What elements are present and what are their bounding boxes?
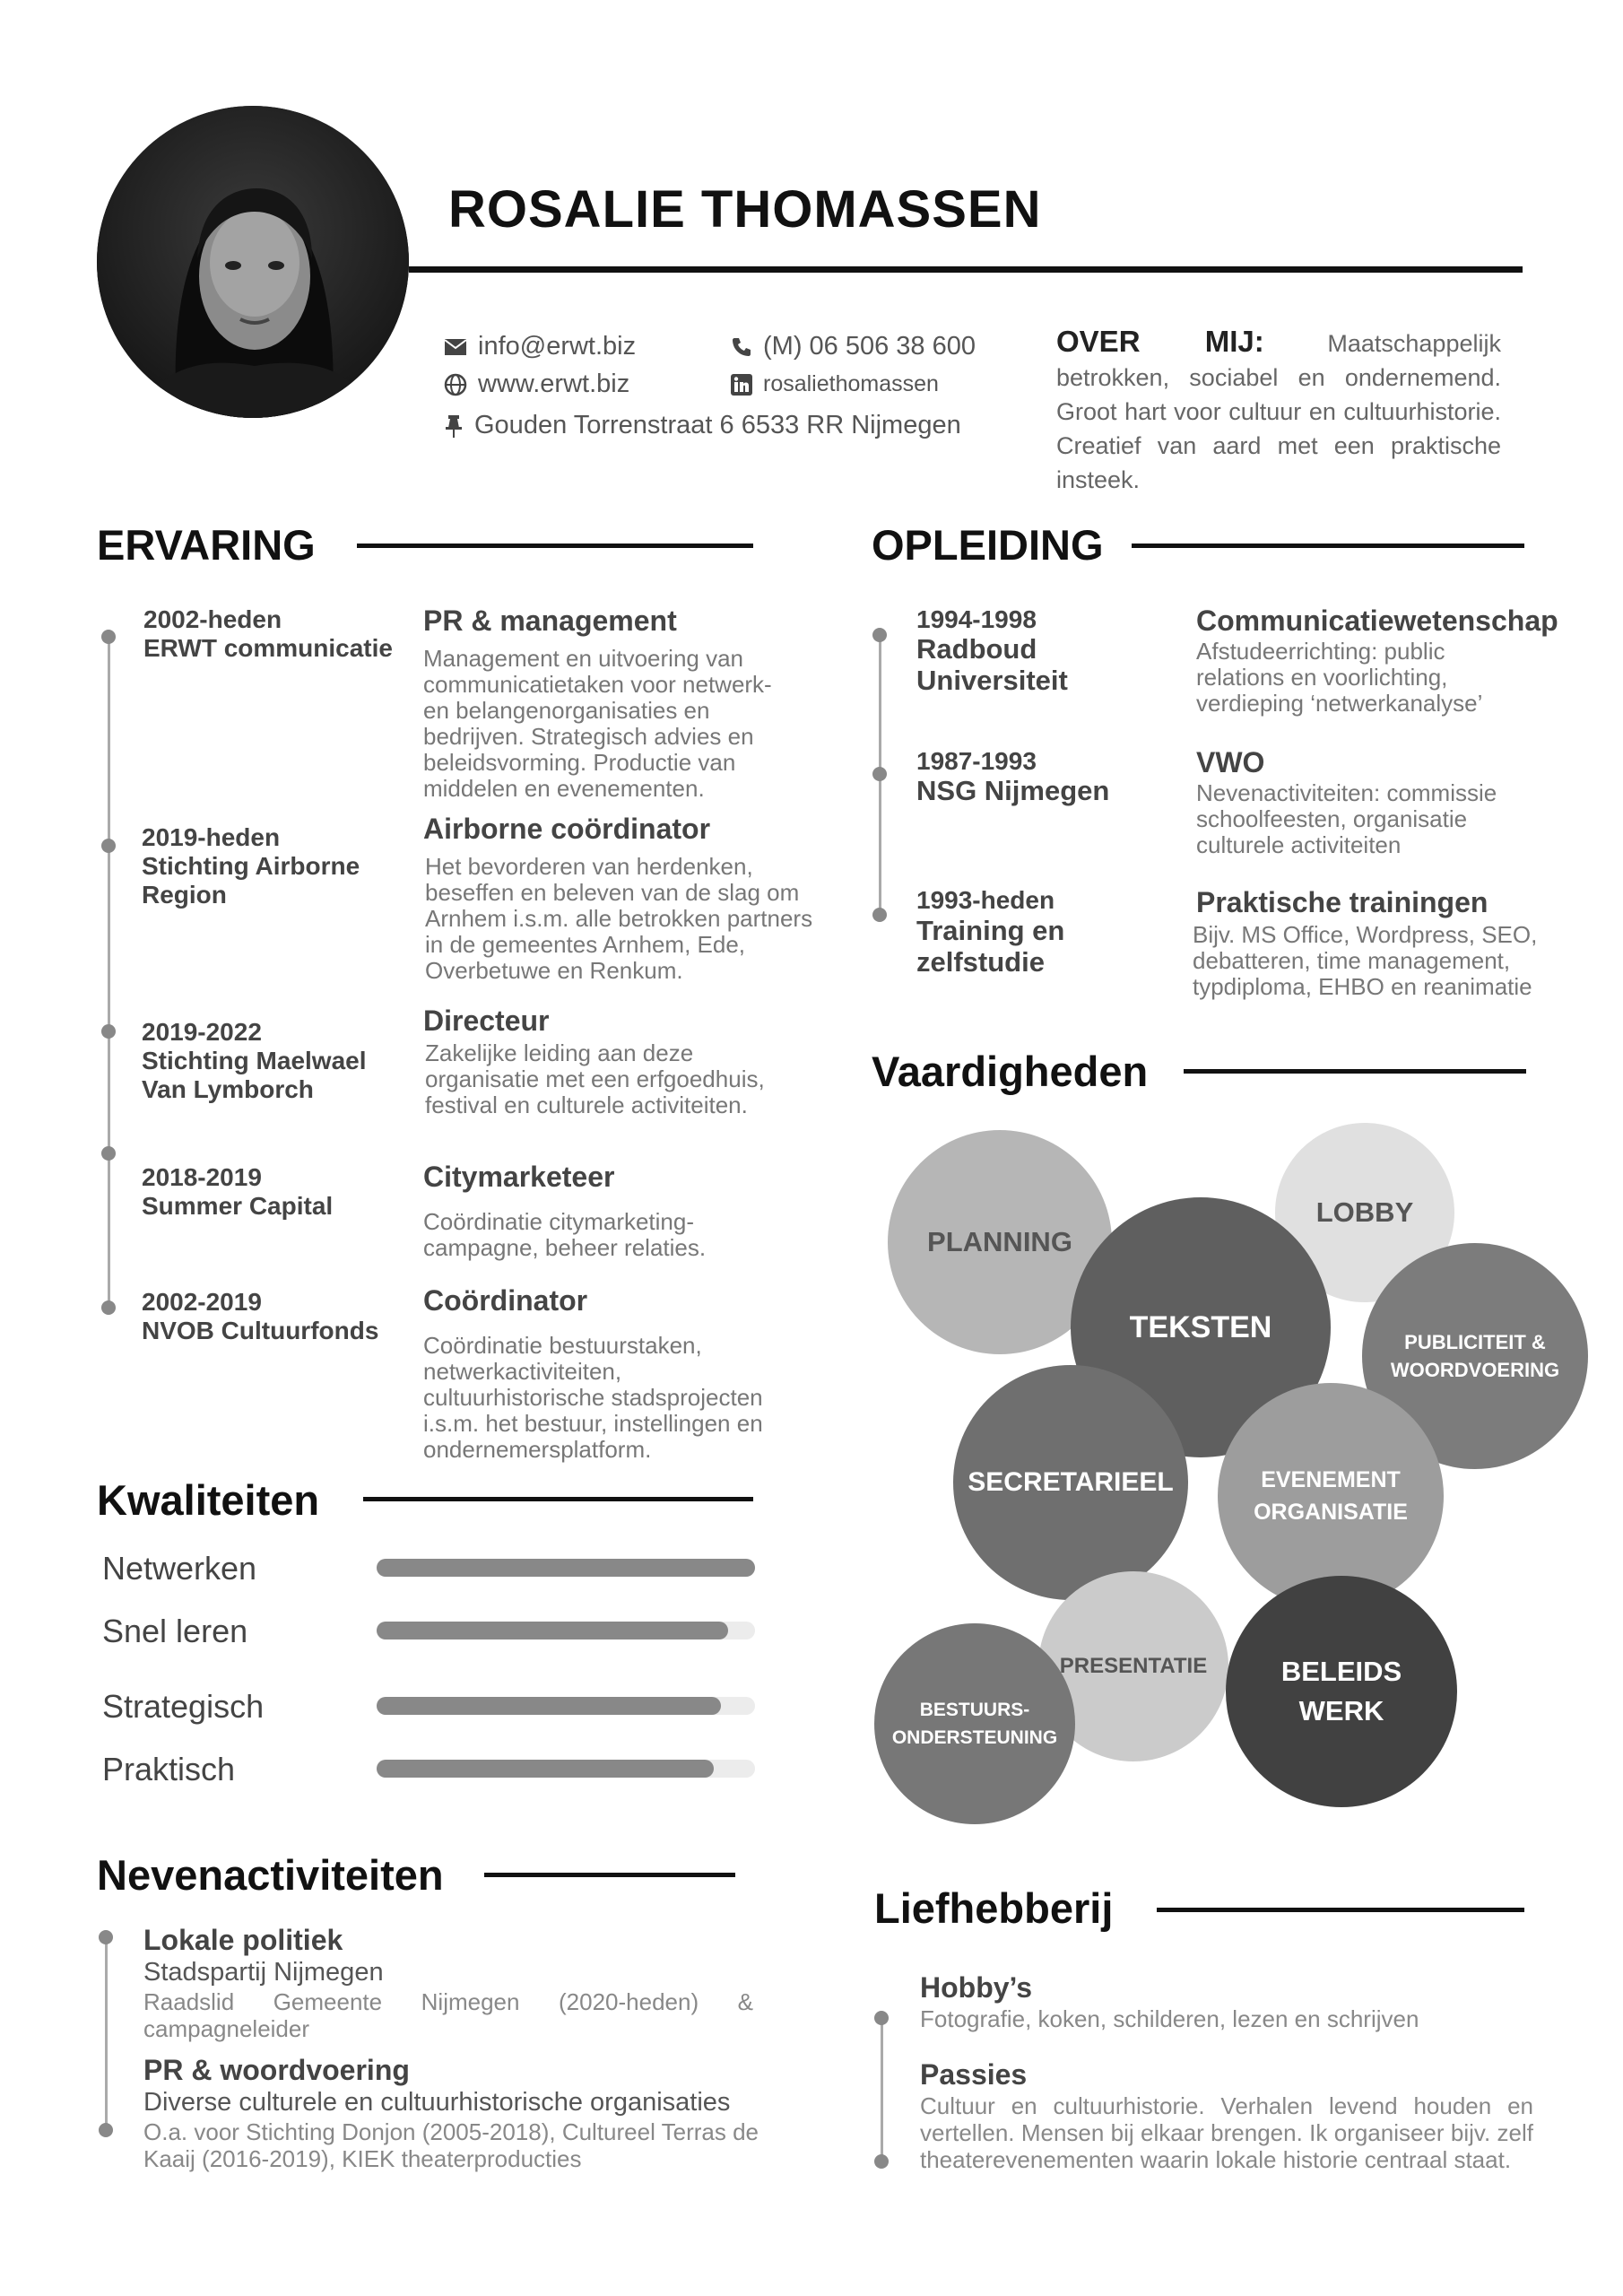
section-heading-nevenactiviteiten: Nevenactiviteiten — [97, 1851, 444, 1899]
skill-bubble-publiciteit: PUBLICITEIT & WOORDVOERING — [1362, 1243, 1588, 1469]
skill-bar-fill — [377, 1559, 755, 1577]
timeline-dot — [872, 628, 887, 642]
kwaliteiten-divider — [363, 1497, 753, 1501]
skill-bubble-planning: PLANNING — [888, 1130, 1112, 1354]
section-heading-kwaliteiten: Kwaliteiten — [97, 1476, 320, 1524]
about-me — [1056, 325, 1501, 497]
skill-bubble-lobby: LOBBY — [1275, 1123, 1454, 1302]
ervaring-title: Directeur — [423, 1004, 550, 1037]
timeline-dot — [101, 630, 116, 644]
timeline-dot — [874, 2154, 889, 2169]
candidate-name: ROSALIE THOMASSEN — [448, 180, 1042, 239]
vaardigheden-divider — [1184, 1069, 1526, 1074]
opleiding-org: NSG Nijmegen — [916, 775, 1110, 806]
activity-desc: Raadslid Gemeente Nijmegen (2020-heden) & campagneleider — [143, 1988, 753, 2042]
liefhebberij-divider — [1157, 1908, 1524, 1912]
pin-icon — [444, 413, 464, 439]
opleiding-period: 1994-1998 — [916, 605, 1037, 633]
nevenactiviteiten-divider — [484, 1873, 735, 1877]
ervaring-title: Coördinator — [423, 1284, 588, 1317]
hobby-desc: Fotografie, koken, schilderen, lezen en schrijven — [920, 2005, 1419, 2032]
skill-bubble-bestuursondersteuning: BESTUURS-ONDERSTEUNING — [874, 1623, 1075, 1824]
skill-bar-fill — [377, 1622, 728, 1639]
ervaring-org: ERWT communicatie — [143, 634, 393, 662]
skill-label: Strategisch — [102, 1688, 265, 1725]
contact-phone[interactable]: (M) 06 506 38 600 — [731, 332, 976, 361]
header-divider — [409, 266, 1523, 273]
skill-bubble-teksten: TEKSTEN — [1071, 1197, 1331, 1457]
ervaring-org: NVOB Cultuurfonds — [142, 1317, 379, 1344]
ervaring-desc: Coördinatie citymarketing-campagne, beheer relaties. — [423, 1208, 707, 1261]
profile-photo — [97, 106, 409, 418]
activity-title: PR & woordvoering — [143, 2054, 410, 2086]
timeline-dot — [101, 1300, 116, 1315]
timeline-dot — [874, 2011, 889, 2025]
contact-email[interactable]: info@erwt.biz — [444, 332, 636, 361]
envelope-icon — [444, 338, 467, 356]
skill-bubble-beleidswerk: BELEIDS WERK — [1226, 1576, 1457, 1807]
ervaring-title: PR & management — [423, 604, 677, 637]
contact-linkedin[interactable]: rosaliethomassen — [731, 371, 939, 397]
activity-subtitle: Diverse culturele en cultuurhistorische organisaties — [143, 2088, 731, 2117]
skill-bar-fill — [377, 1760, 714, 1778]
skill-bar — [377, 1622, 755, 1639]
ervaring-desc: Zakelijke leiding aan deze organisatie met een erfgoedhuis, festival en culturele activiteiten. — [425, 1039, 765, 1118]
ervaring-timeline — [108, 637, 110, 1305]
about-label: OVER MIJ: — [1056, 325, 1264, 358]
activity-subtitle: Stadspartij Nijmegen — [143, 1958, 384, 1987]
opleiding-desc: Bijv. MS Office, Wordpress, SEO, debatteren, time management, typdiploma, EHBO en reanimatie — [1193, 921, 1538, 1000]
ervaring-title: Airborne coördinator — [423, 813, 711, 845]
section-heading-vaardigheden: Vaardigheden — [872, 1048, 1149, 1095]
ervaring-period: 2002-2019 — [142, 1288, 262, 1316]
timeline-dot — [99, 2123, 113, 2137]
phone-icon — [731, 336, 752, 358]
opleiding-period: 1993-heden — [916, 886, 1055, 914]
liefhebberij-timeline — [881, 2018, 883, 2161]
linkedin-icon — [731, 374, 752, 396]
activity-title: Lokale politiek — [143, 1924, 343, 1956]
ervaring-desc: Coördinatie bestuurstaken, netwerkactiviteiten, cultuurhistorische stadsprojecten i.s.m. het bestuur, instellingen en ondernemersplatform. — [423, 1332, 763, 1463]
opleiding-desc: Afstudeerrichting: public relations en voorlichting, verdieping ‘netwerkanalyse’ — [1196, 638, 1483, 717]
opleiding-title: Communicatiewetenschap — [1196, 604, 1558, 637]
ervaring-desc: Het bevorderen van herdenken, beseffen en beleven van de slag om Arnhem i.s.m. alle betrokken partners in de gemeentes Arnhem, Ede, Overbetuwe en Renkum. — [425, 853, 813, 984]
contact-address: Gouden Torrenstraat 6 6533 RR Nijmegen — [444, 411, 961, 440]
timeline-dot — [101, 1146, 116, 1161]
skill-bar — [377, 1760, 755, 1778]
ervaring-period: 2002-heden — [143, 605, 282, 633]
skill-bubble-presentatie: PRESENTATIE — [1038, 1571, 1228, 1761]
skill-label: Netwerken — [102, 1550, 257, 1587]
opleiding-period: 1987-1993 — [916, 747, 1037, 775]
skill-bar-fill — [377, 1697, 721, 1715]
passion-title: Passies — [920, 2058, 1028, 2091]
section-heading-ervaring: ERVARING — [97, 521, 316, 569]
ervaring-divider — [357, 544, 753, 548]
skill-label: Praktisch — [102, 1751, 236, 1787]
activity-desc: O.a. voor Stichting Donjon (2005-2018), Cultureel Terras de Kaaij (2016-2019), KIEK theaterproducties — [143, 2118, 759, 2172]
ervaring-desc: Management en uitvoering van communicatietaken voor netwerk- en belangenorganisaties en bedrijven. Strategisch advies en beleidsvorming. Productie van middelen en evenementen. — [423, 645, 772, 802]
ervaring-org: Stichting Airborne Region — [142, 852, 360, 909]
opleiding-title: VWO — [1196, 746, 1265, 778]
timeline-dot — [101, 1024, 116, 1039]
opleiding-desc: Nevenactiviteiten: commissie schoolfeesten, organisatie culturele activiteiten — [1196, 779, 1497, 858]
ervaring-org: Stichting Maelwael Van Lymborch — [142, 1047, 367, 1103]
ervaring-period: 2018-2019 — [142, 1163, 262, 1191]
nevenactiviteiten-timeline — [105, 1937, 108, 2133]
ervaring-period: 2019-2022 — [142, 1018, 262, 1046]
timeline-dot — [101, 839, 116, 853]
skill-bubble-evenement: EVENEMENT ORGANISATIE — [1218, 1383, 1444, 1609]
timeline-dot — [872, 908, 887, 922]
skill-bubble-secretarieel: SECRETARIEEL — [953, 1365, 1188, 1600]
passion-desc: Cultuur en cultuurhistorie. Verhalen levend houden en vertellen. Mensen bij elkaar brengen. Ik organiseer bijv. zelf theaterevenementen waarin lokale historie centraal staat. — [920, 2092, 1533, 2173]
hobby-title: Hobby’s — [920, 1971, 1033, 2004]
opleiding-divider — [1132, 544, 1524, 548]
timeline-dot — [99, 1930, 113, 1944]
opleiding-org: Training en zelfstudie — [916, 915, 1065, 978]
section-heading-liefhebberij: Liefhebberij — [874, 1884, 1114, 1932]
skill-bar — [377, 1559, 755, 1577]
ervaring-org: Summer Capital — [142, 1192, 334, 1220]
about-text: Maatschappelijk betrokken, sociabel en ondernemend. Groot hart voor cultuur en cultuurhistorie. Creatief van aard met een praktische insteek. — [1056, 330, 1501, 493]
timeline-dot — [872, 767, 887, 781]
opleiding-org: Radboud Universiteit — [916, 633, 1068, 696]
contact-website[interactable]: www.erwt.biz — [444, 370, 629, 399]
skill-label: Snel leren — [102, 1613, 248, 1649]
ervaring-title: Citymarketeer — [423, 1161, 615, 1193]
ervaring-period: 2019-heden — [142, 823, 281, 851]
globe-icon — [444, 373, 467, 396]
section-heading-opleiding: OPLEIDING — [872, 521, 1104, 569]
opleiding-title: Praktische trainingen — [1196, 886, 1488, 918]
skill-bar — [377, 1697, 755, 1715]
